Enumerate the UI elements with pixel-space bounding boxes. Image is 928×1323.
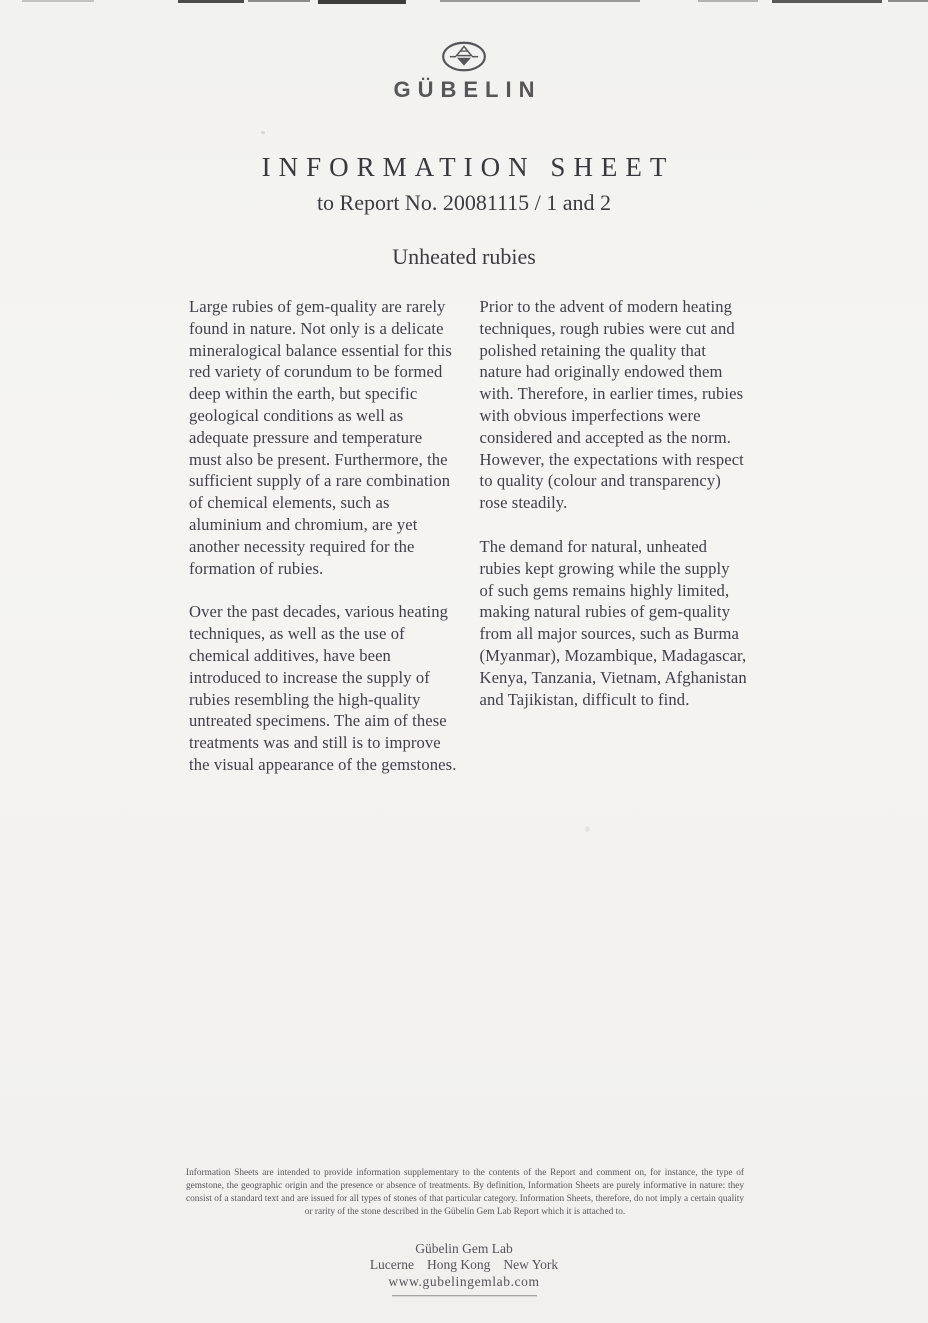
location: Lucerne [369,1257,415,1272]
brand-wordmark: GÜBELIN [393,77,542,102]
scan-speck [585,826,590,832]
brand-header [0,38,928,103]
body-columns [189,296,747,798]
section-heading: Unheated rubies [392,244,536,269]
scan-speck [261,131,265,134]
left-column [189,296,457,798]
lab-locations [0,1257,928,1273]
paragraph: Over the past decades, various heating techniques, as well as the use of chemical additives, have been introduced to increase the supply of rubies resembling the high-quality untreated specimens. The aim of these treatments was and still is to improve the visual appearance of the gemstones. [189,602,457,774]
right-column [480,296,748,798]
footer-rule [392,1295,537,1296]
paragraph: Large rubies of gem-quality are rarely found in nature. Not only is a delicate mineralogical balance essential for this red variety of corundum to be formed deep within the earth, but specific geological conditions as well as adequate pressure and temperature must also be present. Furthermore, the sufficient supply of a rare combination of chemical elements, such as aluminium and chromium, are yet another necessity required for the formation of rubies. [189,297,452,578]
paragraph: Prior to the advent of modern heating techniques, rough rubies were cut and polished retaining the quality that nature had originally endowed them with. Therefore, in earlier times, rubies with obvious imperfections were considered and accepted as the norm. However, the expectations with respect to quality (colour and transparency) rose steadily. [479,297,744,513]
website-text: www.gubelingemlab.com [388,1274,540,1289]
location: New York [503,1257,559,1272]
lab-name: Gübelin Gem Lab [415,1241,513,1256]
disclaimer-text: Information Sheets are intended to provide information supplementary to the contents of the Report and comment on, for instance, the type of gemstone, the geographic origin and the presence or absence of treatments. By definition, Information Sheets are purely informative in nature: they consist of a standard text and are issued for all types of stones of that particular category. Information Sheets, therefore, do not imply a certain quality or rarity of the stone described in the Gübelin Gem Lab Report which it is attached to. [186,1168,744,1218]
location: Hong Kong [427,1257,491,1272]
page-title: INFORMATION SHEET [261,152,675,182]
paragraph: The demand for natural, unheated rubies kept growing while the supply of such gems remains highly limited, making natural rubies of gem-quality from all major sources, such as Burma (Myanmar), Mozambique, Madagascar, Kenya, Tanzania, Vietnam, Afghanistan and Tajikistan, difficult to find. [479,536,747,709]
gubelin-oval-hallmark-icon [439,38,489,75]
report-reference: to Report No. 20081115 / 1 and 2 [316,190,612,215]
page-footer [0,1240,928,1296]
